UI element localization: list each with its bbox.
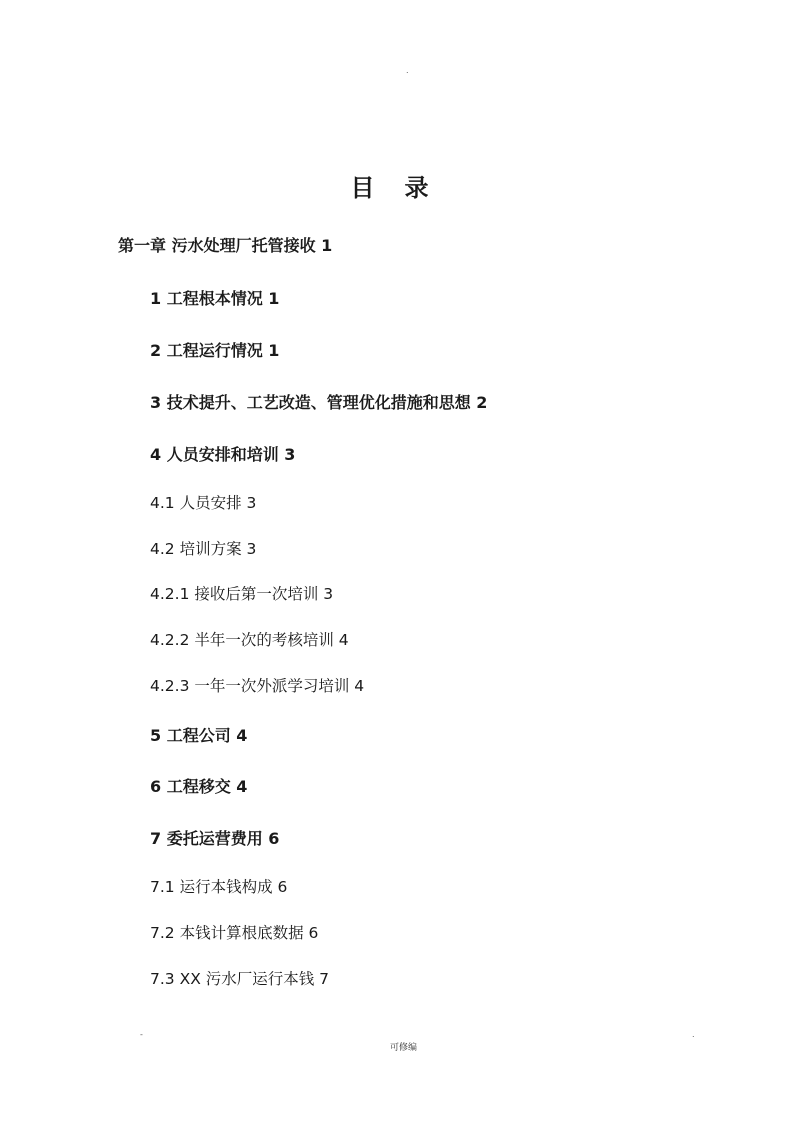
toc-item-7-1: 7.1 运行本钱构成 6 bbox=[150, 878, 288, 896]
toc-item-4-2-3: 4.2.3 一年一次外派学习培训 4 bbox=[150, 677, 365, 695]
footer-left-mark: - bbox=[140, 1030, 143, 1039]
toc-chapter-1: 第一章 污水处理厂托管接收 1 bbox=[118, 236, 333, 255]
toc-item-1: 1 工程根本情况 1 bbox=[150, 289, 280, 308]
toc-item-4-2-2: 4.2.2 半年一次的考核培训 4 bbox=[150, 631, 349, 649]
toc-item-4-2: 4.2 培训方案 3 bbox=[150, 540, 257, 558]
toc-item-4-1: 4.1 人员安排 3 bbox=[150, 494, 257, 512]
toc-item-2: 2 工程运行情况 1 bbox=[150, 341, 280, 360]
toc-item-3: 3 技术提升、工艺改造、管理优化措施和思想 2 bbox=[150, 393, 488, 412]
footer-text: 可修编 bbox=[390, 1043, 418, 1053]
header-mark: . bbox=[406, 66, 409, 75]
page-title: 目录 bbox=[350, 174, 459, 202]
footer-right-mark: . bbox=[692, 1030, 695, 1039]
toc-item-4-2-1: 4.2.1 接收后第一次培训 3 bbox=[150, 585, 334, 603]
toc-item-7-2: 7.2 本钱计算根底数据 6 bbox=[150, 924, 319, 942]
toc-item-4: 4 人员安排和培训 3 bbox=[150, 445, 296, 464]
toc-item-7-3: 7.3 XX 污水厂运行本钱 7 bbox=[150, 970, 330, 988]
toc-item-5: 5 工程公司 4 bbox=[150, 726, 248, 745]
toc-item-7: 7 委托运营费用 6 bbox=[150, 829, 280, 848]
toc-item-6: 6 工程移交 4 bbox=[150, 777, 248, 796]
